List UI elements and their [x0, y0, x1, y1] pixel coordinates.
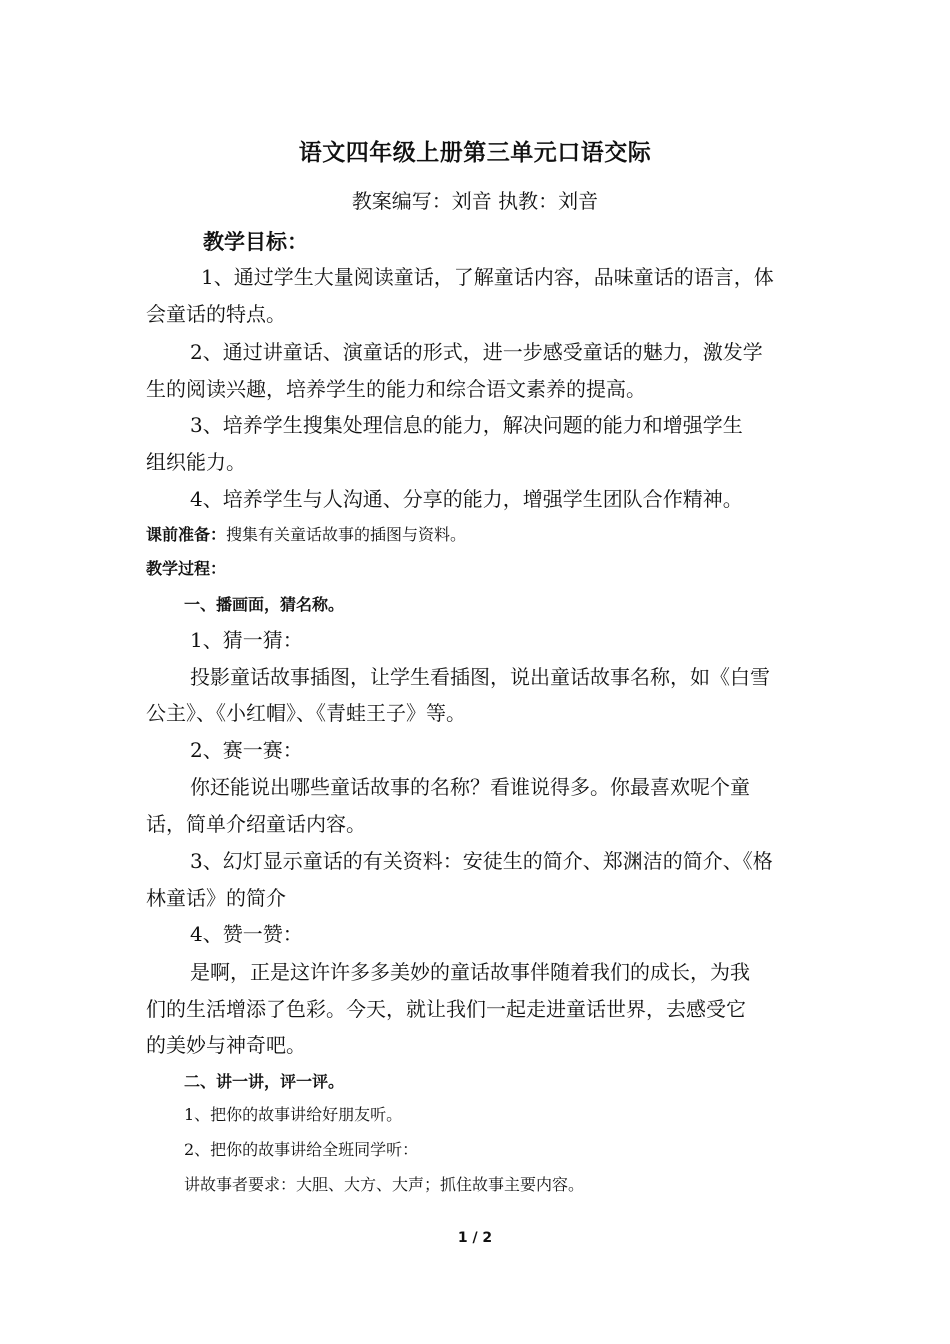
- section-1-item-4-line-3: 的美妙与神奇吧。: [146, 1033, 306, 1057]
- section-1-item-2: 2、赛一赛：: [190, 738, 303, 762]
- document-title: 语文四年级上册第三单元口语交际: [298, 139, 652, 166]
- section-1-item-3-line-1: 3、幻灯显示童话的有关资料：安徒生的简介、郑渊洁的简介、《格: [190, 849, 773, 873]
- goal-4: 4、培养学生与人沟通、分享的能力，增强学生团队合作精神。: [190, 487, 743, 511]
- section-1-item-4: 4、赞一赞：: [190, 922, 303, 946]
- prep-text: 搜集有关童话故事的插图与资料。: [226, 525, 467, 544]
- section-1-item-1: 1、猜一猜：: [190, 628, 303, 652]
- section-1-item-1-line-1: 投影童话故事插图，让学生看插图，说出童话故事名称，如《白雪: [190, 665, 770, 689]
- section-2-item-1: 1、把你的故事讲给好朋友听。: [184, 1105, 403, 1124]
- goal-1-line-2: 会童话的特点。: [146, 302, 286, 326]
- section-2-item-2: 2、把你的故事讲给全班同学听：: [184, 1140, 419, 1159]
- section-1-item-3-line-2: 林童话》的简介: [146, 886, 286, 910]
- goal-2-line-2: 生的阅读兴趣，培养学生的能力和综合语文素养的提高。: [146, 377, 646, 401]
- section-1-item-4-line-1: 是啊，正是这许许多多美妙的童话故事伴随着我们的成长，为我: [190, 960, 750, 984]
- section-2-requirements: 讲故事者要求：大胆、大方、大声；抓住故事主要内容。: [184, 1175, 585, 1194]
- goal-3-line-1: 3、培养学生搜集处理信息的能力，解决问题的能力和增强学生: [190, 413, 743, 437]
- goal-2-line-1: 2、通过讲童话、演童话的形式，进一步感受童话的魅力，激发学: [190, 340, 763, 364]
- byline: 教案编写：刘音 执教：刘音: [351, 189, 599, 213]
- goal-3-line-2: 组织能力。: [146, 450, 246, 474]
- process-heading: 教学过程：: [146, 559, 227, 578]
- section-1-item-2-line-2: 话，简单介绍童话内容。: [146, 812, 366, 836]
- section-1-item-4-line-2: 们的生活增添了色彩。今天，就让我们一起走进童话世界，去感受它: [146, 997, 746, 1021]
- prep-label: 课前准备：: [146, 525, 227, 544]
- prep-line: [146, 522, 466, 545]
- section-2-heading: 二、讲一讲，评一评。: [184, 1072, 345, 1091]
- section-1-heading: 一、播画面，猜名称。: [184, 595, 345, 614]
- goal-1-line-1: 1、通过学生大量阅读童话，了解童话内容，品味童话的语言，体: [201, 265, 774, 289]
- section-1-item-1-line-2: 公主》、《小红帽》、《青蛙王子》等。: [146, 701, 466, 725]
- page-number: 1 / 2: [457, 1230, 493, 1246]
- section-1-item-2-line-1: 你还能说出哪些童话故事的名称？看谁说得多。你最喜欢呢个童: [190, 775, 750, 799]
- goals-heading: 教学目标：: [203, 229, 308, 254]
